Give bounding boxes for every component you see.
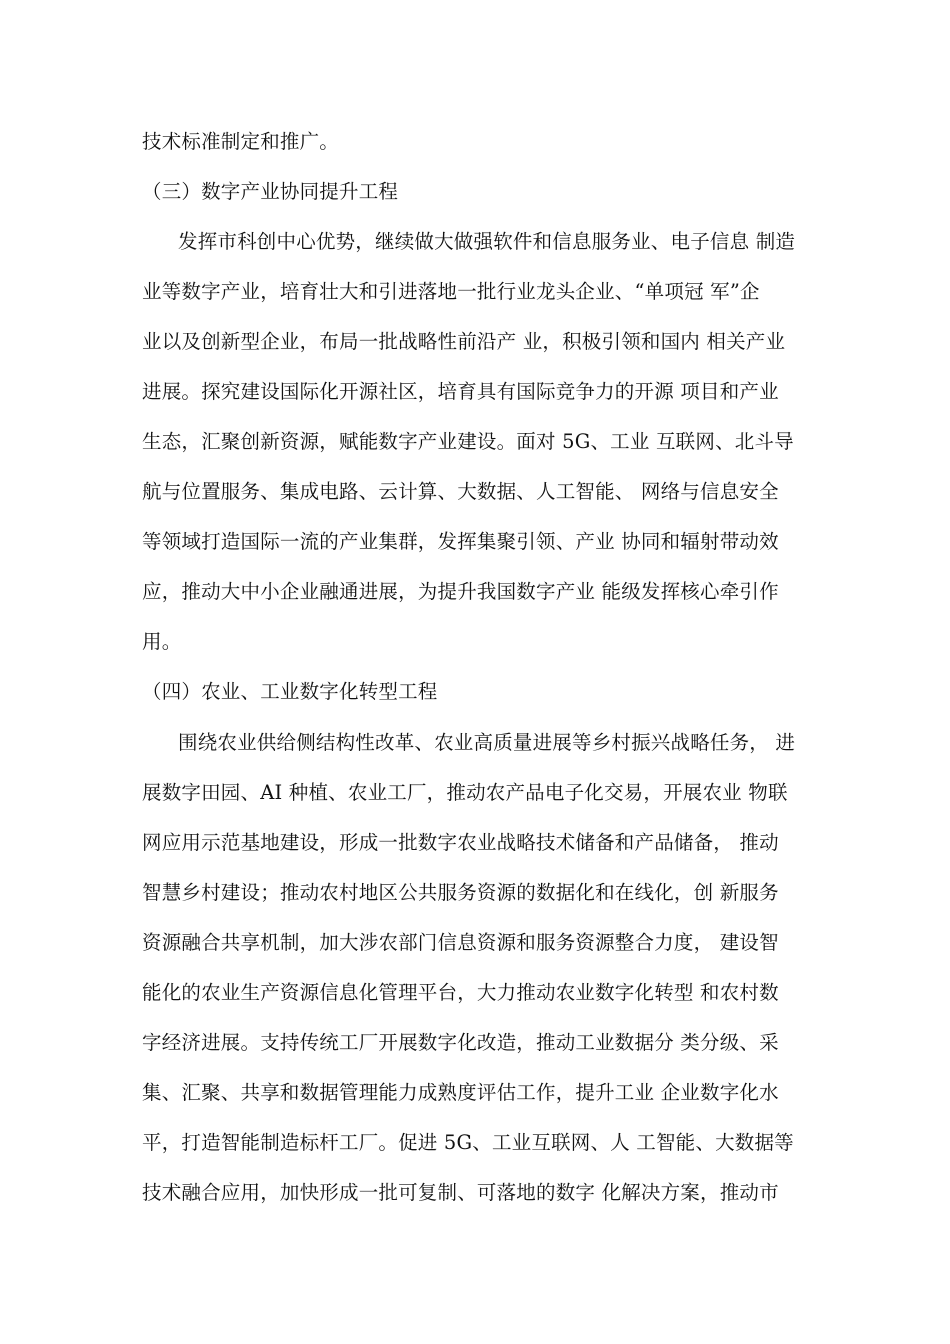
paragraph-line: 能化的农业生产资源信息化管理平台，大力推动农业数字化转型 和农村数	[142, 981, 779, 1004]
paragraph-line: 集、汇聚、共享和数据管理能力成熟度评估工作，提升工业 企业数字化水	[142, 1081, 779, 1104]
paragraph-line: 技术标准制定和推广。	[142, 130, 340, 153]
paragraph-line: 平，打造智能制造标杆工厂。促进 5G、工业互联网、人 工智能、大数据等	[142, 1131, 794, 1154]
paragraph-line: 智慧乡村建设；推动农村地区公共服务资源的数据化和在线化，创 新服务	[142, 881, 779, 904]
paragraph-line: 生态，汇聚创新资源，赋能数字产业建设。面对 5G、工业 互联网、北斗导	[142, 430, 794, 453]
paragraph-line: 资源融合共享机制，加大涉农部门信息资源和服务资源整合力度， 建设智	[142, 931, 779, 954]
paragraph-line: 进展。探究建设国际化开源社区，培育具有国际竞争力的开源 项目和产业	[142, 380, 779, 403]
paragraph-line: 网应用示范基地建设，形成一批数字农业战略技术储备和产品储备， 推动	[142, 831, 779, 854]
paragraph-line: 发挥市科创中心优势，继续做大做强软件和信息服务业、电子信息 制造	[178, 230, 796, 253]
section-heading: （三）数字产业协同提升工程	[142, 180, 399, 203]
paragraph-line: 业以及创新型企业，布局一批战略性前沿产 业，积极引领和国内 相关产业	[142, 330, 786, 353]
paragraph-line: 用。	[142, 630, 182, 653]
paragraph-line: 航与位置服务、集成电路、云计算、大数据、人工智能、 网络与信息安全	[142, 480, 779, 503]
paragraph-line: 展数字田园、AI 种植、农业工厂，推动农产品电子化交易，开展农业 物联	[142, 781, 788, 804]
section-heading: （四）农业、工业数字化转型工程	[142, 680, 438, 703]
paragraph-line: 等领域打造国际一流的产业集群，发挥集聚引领、产业 协同和辐射带动效	[142, 530, 779, 553]
paragraph-line: 字经济进展。支持传统工厂开展数字化改造，推动工业数据分 类分级、采	[142, 1031, 779, 1054]
paragraph-line: 业等数字产业，培育壮大和引进落地一批行业龙头企业、“单项冠 军”企	[142, 280, 760, 303]
paragraph-line: 围绕农业供给侧结构性改革、农业高质量进展等乡村振兴战略任务， 进	[178, 731, 796, 754]
paragraph-line: 应，推动大中小企业融通进展，为提升我国数字产业 能级发挥核心牵引作	[142, 580, 779, 603]
paragraph-line: 技术融合应用，加快形成一批可复制、可落地的数字 化解决方案，推动市	[142, 1181, 779, 1204]
